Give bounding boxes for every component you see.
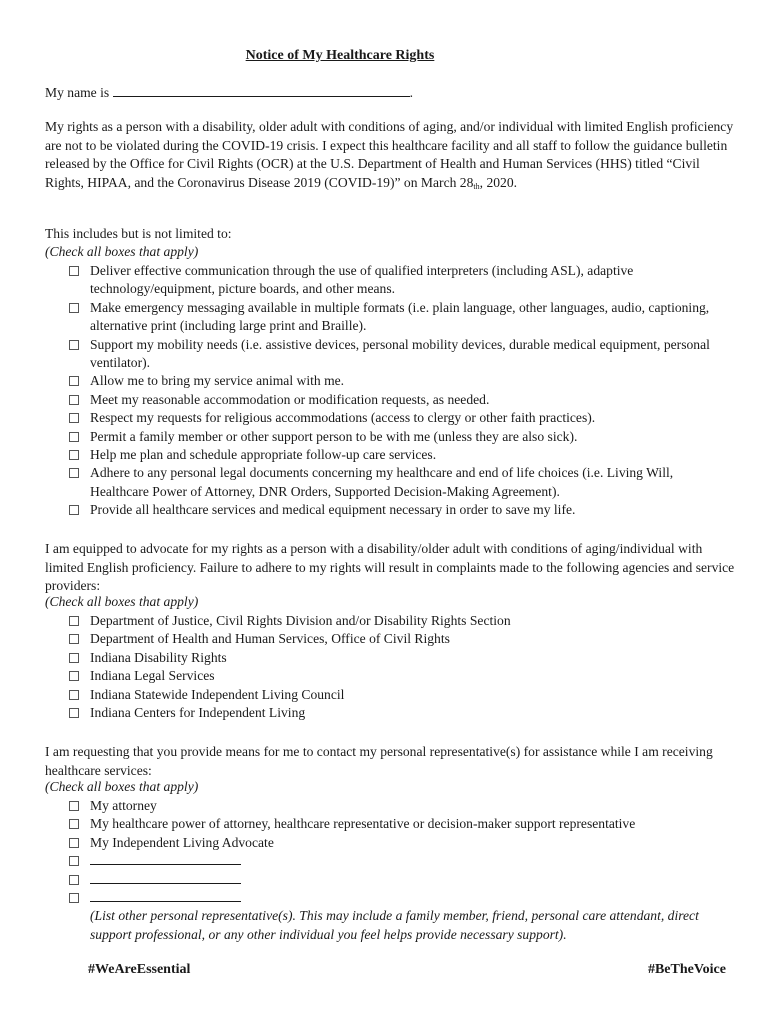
- checkbox[interactable]: [69, 303, 79, 313]
- checkbox[interactable]: [69, 653, 79, 663]
- section1-instruction: (Check all boxes that apply): [45, 244, 199, 259]
- rights-item: Provide all healthcare services and medical equipment necessary in order to save my life.: [69, 501, 735, 519]
- name-label: My name is: [45, 85, 110, 100]
- advocacy-paragraph: I am equipped to advocate for my rights as a person with a disability/older adult with conditions of aging/individual with limited English proficiency. Failure to adhere to my rights will result in complaints made to the following agencies and service providers:: [45, 541, 735, 594]
- checkbox[interactable]: [69, 376, 79, 386]
- intro-text: My rights as a person with a disability, older adult with conditions of aging, and/or individual with limited English proficiency are not to be violated during the COVID-19 crisis. I expect this healthcare facility and all staff to follow the guidance bulletin released by the Office for Civil Rights (OCR) at the U.S. Department of Health and Human Services (HHS) titled “Civil Rights, HIPAA, and the Coronavirus Disease 2019 (COVID-19)” on March 28: [45, 119, 734, 190]
- footer-hashtag-left: #WeAreEssential: [88, 962, 191, 977]
- checkbox[interactable]: [69, 340, 79, 350]
- checkbox[interactable]: [69, 413, 79, 423]
- representative-blank-item: [69, 889, 735, 907]
- agency-item: Department of Justice, Civil Rights Division and/or Disability Rights Section: [69, 612, 735, 630]
- rights-item: Help me plan and schedule appropriate follow-up care services.: [69, 446, 735, 464]
- checkbox[interactable]: [69, 801, 79, 811]
- checkbox[interactable]: [69, 690, 79, 700]
- section2-instruction: (Check all boxes that apply): [45, 594, 199, 609]
- intro-paragraph: [45, 118, 735, 194]
- agency-item: Indiana Disability Rights: [69, 649, 735, 667]
- agency-item: Indiana Centers for Independent Living: [69, 704, 735, 722]
- checkbox[interactable]: [69, 432, 79, 442]
- footer-hashtag-right: #BeTheVoice: [647, 962, 726, 977]
- agency-item: Department of Health and Human Services, Office of Civil Rights: [69, 630, 735, 648]
- rights-item: Support my mobility needs (i.e. assistive devices, personal mobility devices, durable medical equipment, personal ventilator).: [69, 336, 735, 373]
- representative-blank-item: [69, 871, 735, 889]
- rights-item: Meet my reasonable accommodation or modification requests, as needed.: [69, 391, 735, 409]
- checkbox[interactable]: [69, 450, 79, 460]
- section1-heading: This includes but is not limited to:: [45, 226, 232, 241]
- checkbox[interactable]: [69, 819, 79, 829]
- rights-item: Make emergency messaging available in multiple formats (i.e. plain language, other languages, audio, captioning, alternative print (including large print and Braille).: [69, 299, 735, 336]
- representative-paragraph: I am requesting that you provide means for me to contact my personal representative(s) for assistance while I am receiving healthcare services:: [45, 744, 713, 778]
- name-line: [45, 84, 413, 102]
- other-representative-line[interactable]: [90, 852, 241, 865]
- section3-instruction: (Check all boxes that apply): [45, 779, 199, 794]
- checkbox[interactable]: [69, 468, 79, 478]
- representative-note: (List other personal representative(s). This may include a family member, friend, personal care attendant, direct support professional, or any other individual you feel helps provide necessary support).: [90, 908, 699, 942]
- representative-item: My Independent Living Advocate: [69, 834, 735, 852]
- name-period: .: [409, 85, 413, 100]
- checkbox[interactable]: [69, 893, 79, 903]
- checkbox[interactable]: [69, 395, 79, 405]
- checkbox[interactable]: [69, 838, 79, 848]
- rights-checklist: [69, 262, 735, 520]
- other-representative-line[interactable]: [90, 871, 241, 884]
- representatives-checklist: [69, 797, 735, 944]
- representative-item: My attorney: [69, 797, 735, 815]
- checkbox[interactable]: [69, 875, 79, 885]
- rights-item: Respect my requests for religious accommodations (access to clergy or other faith practices).: [69, 409, 735, 427]
- checkbox[interactable]: [69, 266, 79, 276]
- representative-blank-item: [69, 852, 735, 870]
- agency-item: Indiana Legal Services: [69, 667, 735, 685]
- agencies-checklist: [69, 612, 735, 722]
- representative-item: My healthcare power of attorney, healthcare representative or decision-maker support representative: [69, 815, 735, 833]
- rights-item: Adhere to any personal legal documents concerning my healthcare and end of life choices (i.e. Living Will, Healthcare Power of Attorney, DNR Orders, Supported Decision-Making Agreement).: [69, 464, 735, 501]
- checkbox[interactable]: [69, 505, 79, 515]
- name-input-line[interactable]: [113, 84, 410, 97]
- rights-item: Permit a family member or other support person to be with me (unless they are also sick).: [69, 428, 735, 446]
- checkbox[interactable]: [69, 856, 79, 866]
- rights-item: Deliver effective communication through the use of qualified interpreters (including ASL), adaptive technology/equipment, picture boards, and other means.: [69, 262, 735, 299]
- checkbox[interactable]: [69, 708, 79, 718]
- agency-item: Indiana Statewide Independent Living Council: [69, 686, 735, 704]
- checkbox[interactable]: [69, 634, 79, 644]
- intro-text-end: , 2020.: [479, 174, 518, 190]
- intro-superscript: th: [473, 181, 480, 191]
- other-representative-line[interactable]: [90, 889, 241, 902]
- rights-item: Allow me to bring my service animal with me.: [69, 372, 735, 390]
- checkbox[interactable]: [69, 616, 79, 626]
- page-title: Notice of My Healthcare Rights: [245, 48, 435, 63]
- checkbox[interactable]: [69, 671, 79, 681]
